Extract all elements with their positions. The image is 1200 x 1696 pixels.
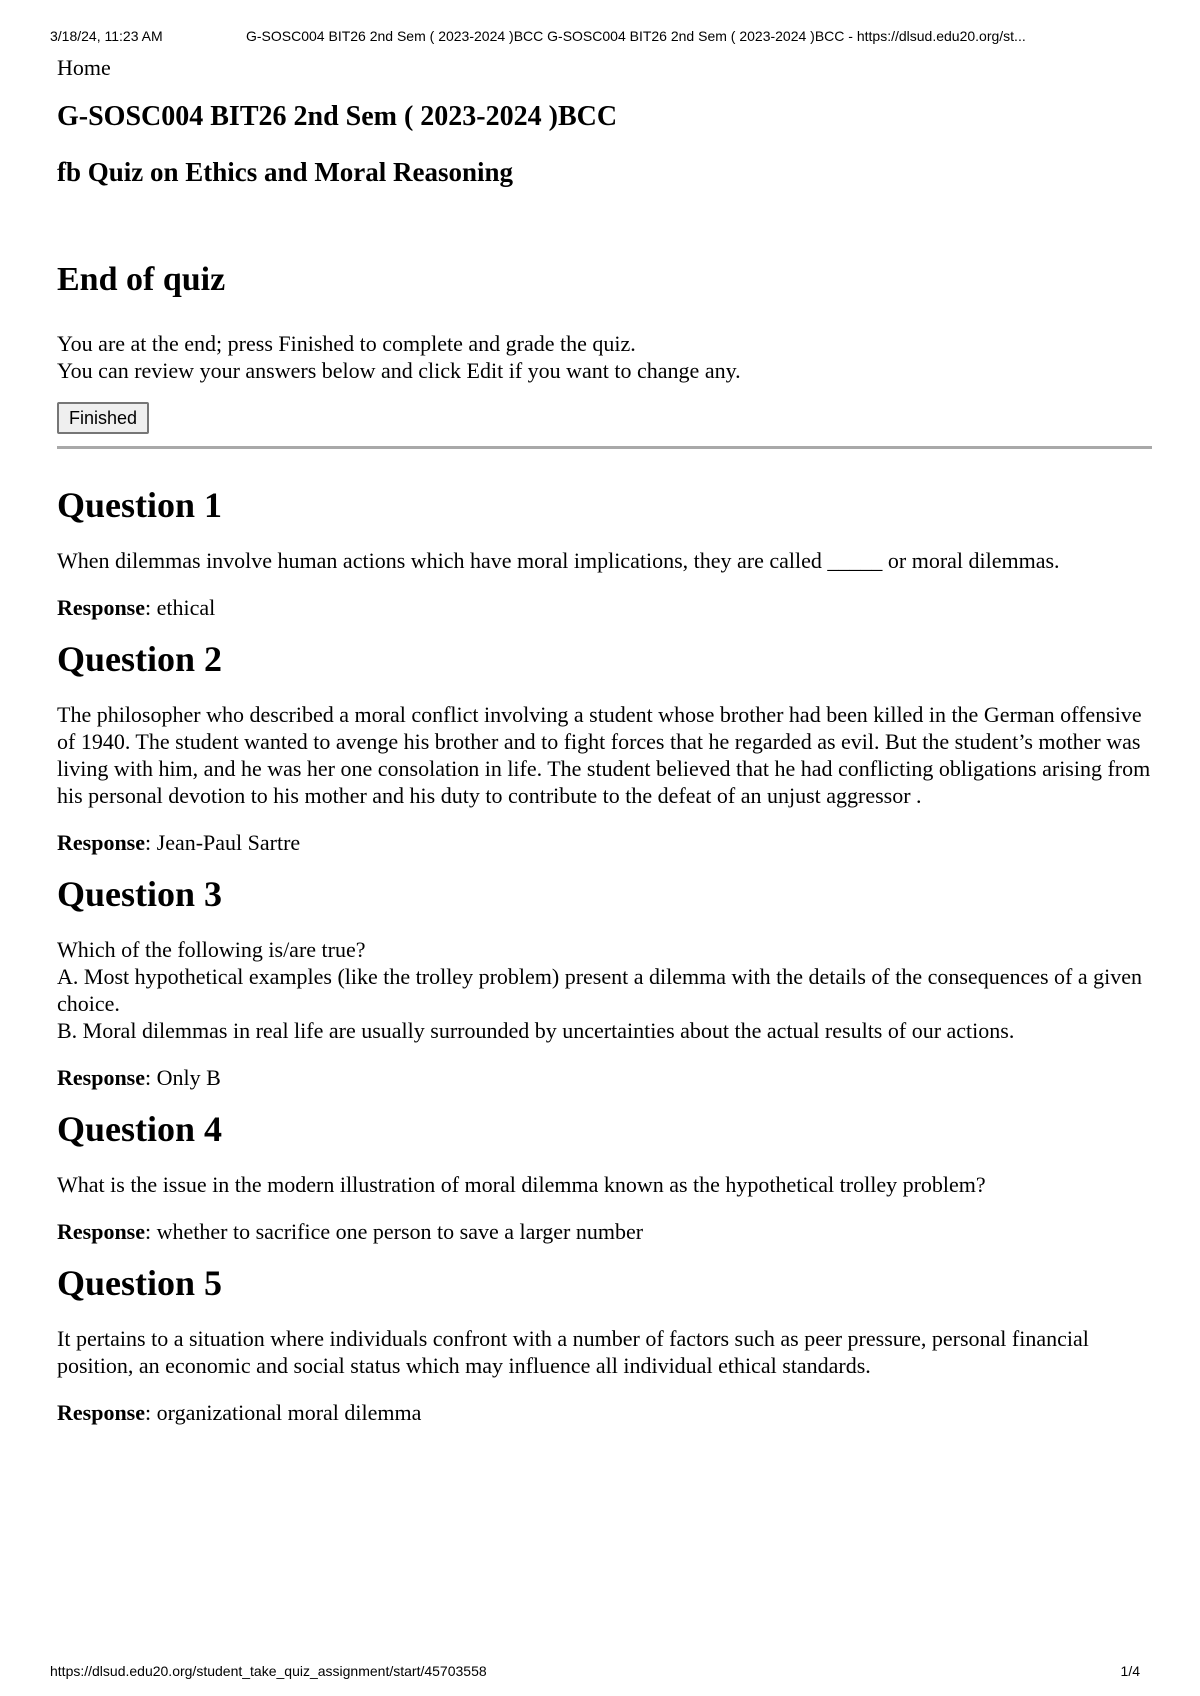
divider [57,446,1152,449]
question-2 [57,637,1152,856]
finished-button[interactable]: Finished [57,402,149,434]
response-label: Response [57,1219,146,1244]
end-of-quiz-heading: End of quiz [57,261,226,298]
print-timestamp: 3/18/24, 11:23 AM [50,28,163,44]
end-instruction-line: You can review your answers below and click Edit if you want to change any. [57,358,741,383]
home-link[interactable]: Home [57,55,111,80]
question-text-line: Which of the following is/are true? [57,937,366,962]
question-text [57,936,1152,1044]
question-title: Question 4 [57,1109,223,1149]
question-response: Response: ethical [57,595,216,620]
question-1 [57,483,1152,621]
question-text: It pertains to a situation where individuals confront with a number of factors such as peer pressure, personal financial position, an economic and social status which may influence all individual ethical standards. [57,1326,1089,1378]
response-value: whether to sacrifice one person to save a larger number [156,1219,644,1244]
print-page-title: G-SOSC004 BIT26 2nd Sem ( 2023-2024 )BCC G-SOSC004 BIT26 2nd Sem ( 2023-2024 )BCC - https://dlsud.edu20.org/st... [246,28,1026,44]
question-text: The philosopher who described a moral conflict involving a student whose brother had been killed in the German offensive of 1940. The student wanted to avenge his brother and to fight forces that he regarded as evil. But the student’s mother was living with him, and he was her one consolation in life. The student believed that he had conflicting obligations arising from his personal devotion to his mother and his duty to contribute to the defeat of an unjust aggressor . [57,702,1151,808]
question-option: B. Moral dilemmas in real life are usually surrounded by uncertainties about the actual results of our actions. [57,1018,1015,1043]
response-label: Response [57,830,146,855]
response-label: Response [57,1400,146,1425]
question-title: Question 5 [57,1263,223,1303]
response-label: Response [57,595,146,620]
page-number: 1/4 [1120,1663,1140,1679]
main-content [57,52,1152,1426]
response-value: ethical [156,595,216,620]
quiz-title: fb Quiz on Ethics and Moral Reasoning [57,157,514,187]
question-title: Question 1 [57,485,223,525]
end-instructions [57,330,1152,384]
question-response: Response: Only B [57,1065,221,1090]
response-value: organizational moral dilemma [156,1400,422,1425]
question-response: Response: whether to sacrifice one person to save a larger number [57,1219,644,1244]
question-option: A. Most hypothetical examples (like the trolley problem) present a dilemma with the details of the consequences of a given choice. [57,964,1143,1016]
course-title: G-SOSC004 BIT26 2nd Sem ( 2023-2024 )BCC [57,101,618,132]
question-title: Question 2 [57,639,223,679]
question-4 [57,1107,1152,1245]
question-text: What is the issue in the modern illustration of moral dilemma known as the hypothetical trolley problem? [57,1172,986,1197]
response-label: Response [57,1065,146,1090]
question-3 [57,872,1152,1091]
end-instruction-line: You are at the end; press Finished to complete and grade the quiz. [57,331,636,356]
print-url: https://dlsud.edu20.org/student_take_quiz_assignment/start/45703558 [50,1663,487,1679]
question-response: Response: organizational moral dilemma [57,1400,422,1425]
question-text: When dilemmas involve human actions which have moral implications, they are called _____ or moral dilemmas. [57,548,1060,573]
print-header [50,28,1160,44]
print-footer [50,1663,1140,1679]
response-value: Only B [156,1065,221,1090]
question-title: Question 3 [57,874,223,914]
response-value: Jean-Paul Sartre [156,830,301,855]
question-5 [57,1261,1152,1426]
question-response: Response: Jean-Paul Sartre [57,830,301,855]
